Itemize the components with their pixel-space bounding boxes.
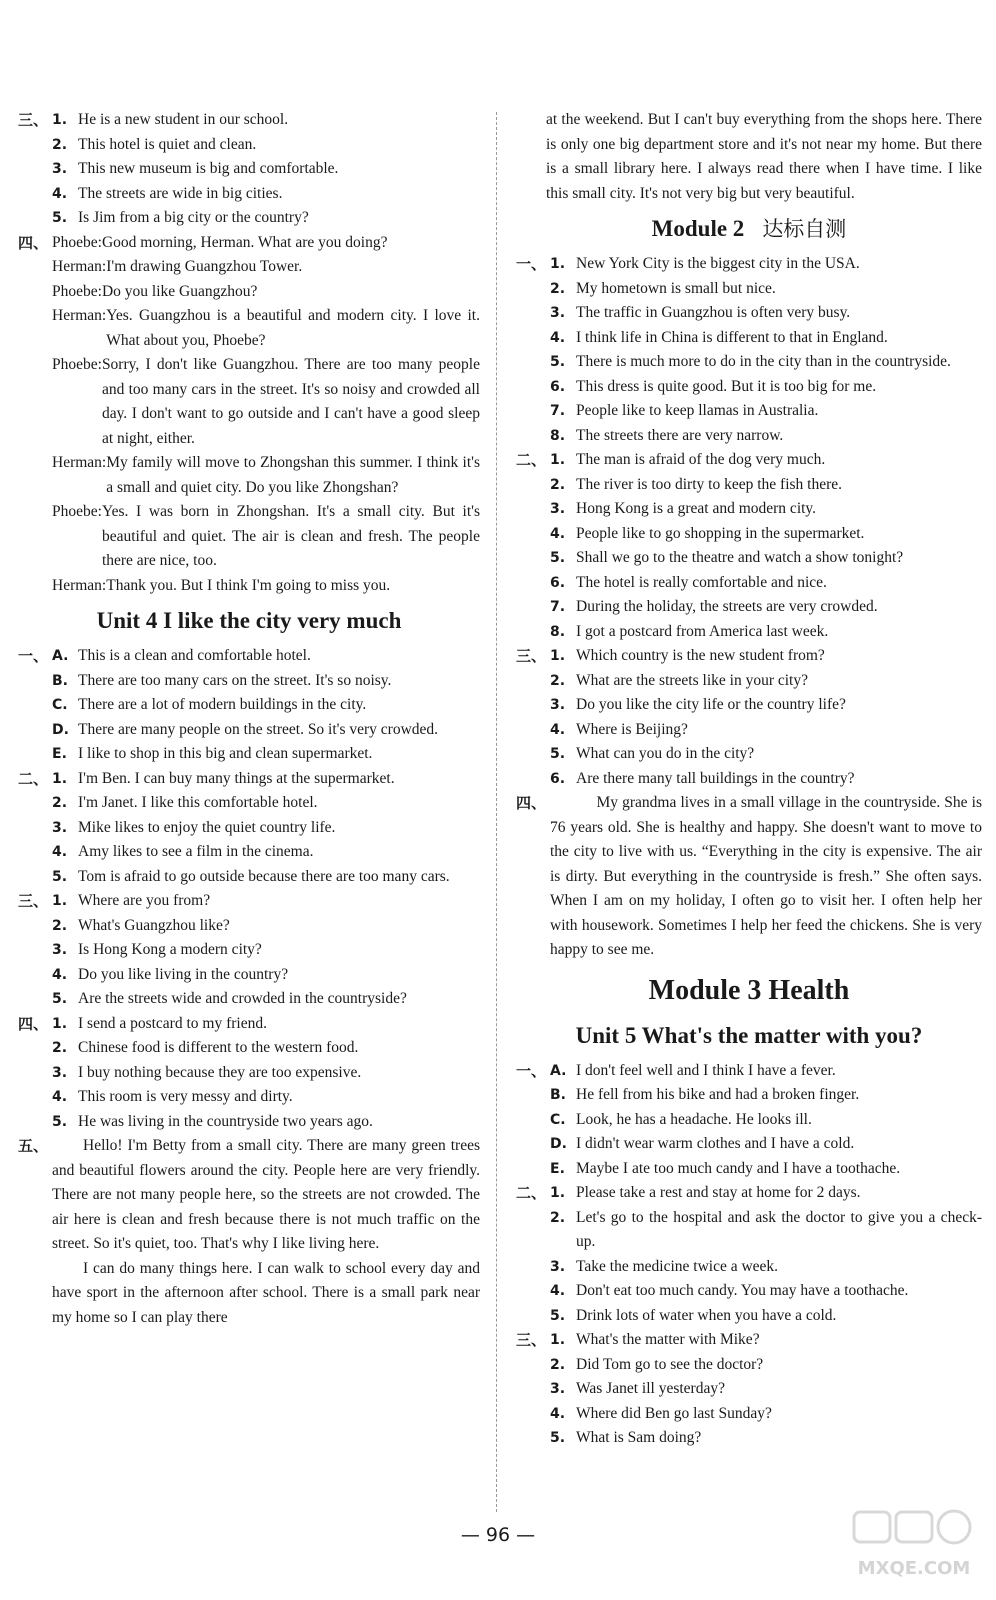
item-number: 5. — [550, 1430, 566, 1446]
passage-paragraph: Hello! I'm Betty from a small city. There are many green trees and beautiful flowers around the city. People here are very friendly. There are not many people here, so the streets are not crowded. The air here is clean and fresh because there is not much traffic on the street. So it's quiet, too. That's why I like living here. — [52, 1137, 480, 1252]
item-text: The hotel is really comfortable and nice. — [576, 573, 827, 591]
list-item — [18, 1085, 480, 1110]
item-text: This dress is quite good. But it is too big for me. — [576, 377, 877, 395]
section-label — [516, 718, 550, 743]
item-number: 7. — [550, 403, 566, 419]
list-item — [18, 767, 480, 792]
dialogue-text: Do you like Guangzhou? — [101, 282, 258, 300]
section-label — [18, 1036, 52, 1061]
section-label — [18, 816, 52, 841]
item-number: 1. — [550, 1185, 566, 1201]
dialogue-line — [18, 304, 480, 353]
item-text: I don't feel well and I think I have a fever. — [576, 1061, 836, 1079]
item-number: 1. — [52, 112, 68, 128]
item-number: 3. — [52, 1064, 68, 1081]
item-text: There are too many cars on the street. It's so noisy. — [78, 671, 392, 689]
list-item — [516, 767, 982, 792]
list-item — [516, 742, 982, 767]
item-text: Where are you from? — [78, 892, 211, 909]
item-number: 6. — [550, 378, 566, 395]
list-item — [516, 620, 982, 645]
item-number: 2. — [550, 476, 566, 493]
list-item — [516, 399, 982, 424]
item-number: 3. — [52, 161, 68, 177]
item-number: 6. — [550, 574, 566, 591]
passage-row — [18, 1134, 480, 1330]
list-item — [18, 791, 480, 816]
passage-row — [516, 791, 982, 963]
item-text: Drink lots of water when you have a cold. — [576, 1306, 837, 1324]
list-item — [516, 1426, 982, 1451]
speaker-name: Herman: — [52, 307, 107, 324]
list-item — [516, 693, 982, 718]
passage-paragraph: I can do many things here. I can walk to school every day and have sport in the afternoon after school. There is a small park near my home so I can play there — [52, 1259, 480, 1326]
module-2-subtitle: 达标自测 — [762, 217, 847, 241]
item-text: He was living in the countryside two years ago. — [78, 1112, 373, 1130]
list-item — [516, 350, 982, 375]
speaker-name: Herman: — [52, 454, 107, 471]
item-number: 5. — [52, 210, 68, 226]
passage — [52, 1134, 480, 1330]
section-label — [516, 424, 550, 449]
passage-continuation: at the weekend. But I can't buy everything from the shops here. There is only one big department store and it's not near my home. But there is a small library here. I always read there when I have time. I like this small city. It's not very big but very beautiful. — [546, 111, 982, 202]
item-number: B. — [52, 672, 68, 689]
item-text: What can you do in the city? — [576, 745, 755, 762]
dialogue-text: Good morning, Herman. What are you doing? — [101, 233, 388, 251]
item-number: 5. — [52, 1113, 68, 1130]
section-label — [18, 963, 52, 988]
list-item — [516, 1279, 982, 1304]
right-column — [516, 108, 982, 1451]
item-text: The streets are wide in big cities. — [78, 184, 283, 202]
section-label: 五、 — [18, 1137, 49, 1155]
section-label: 四、 — [516, 794, 547, 812]
section-label: 三、 — [18, 111, 49, 129]
item-text: This hotel is quiet and clean. — [78, 135, 257, 153]
item-text: Is Jim from a big city or the country? — [78, 209, 309, 226]
item-number: D. — [550, 1136, 567, 1152]
item-number: E. — [52, 746, 67, 762]
list-item — [516, 1328, 982, 1353]
item-number: 3. — [550, 1381, 566, 1397]
item-number: 4. — [52, 1089, 68, 1105]
item-number: 2. — [52, 795, 68, 811]
item-text: The river is too dirty to keep the fish there. — [576, 475, 843, 493]
item-text: What's the matter with Mike? — [576, 1331, 760, 1348]
dialogue-line — [18, 255, 480, 280]
section-label — [516, 1083, 550, 1108]
list-item — [516, 277, 982, 302]
item-text: Was Janet ill yesterday? — [576, 1380, 725, 1397]
section-label — [516, 1255, 550, 1280]
list-item — [18, 1036, 480, 1061]
item-number: 3. — [52, 942, 68, 958]
item-text: This is a clean and comfortable hotel. — [78, 647, 311, 664]
item-number: E. — [550, 1160, 565, 1177]
list-item — [516, 595, 982, 620]
section-label — [516, 1132, 550, 1157]
item-text: What is Sam doing? — [576, 1429, 702, 1446]
item-text: People like to go shopping in the supermarket. — [576, 524, 865, 542]
section-label — [516, 473, 550, 498]
left-column — [18, 108, 480, 1330]
item-number: 4. — [52, 966, 68, 983]
item-text: He is a new student in our school. — [78, 111, 289, 128]
item-number: 5. — [550, 1307, 566, 1324]
section-label — [516, 375, 550, 400]
section-label — [516, 1279, 550, 1304]
section-label — [516, 301, 550, 326]
section-label — [18, 1085, 52, 1110]
list-item — [516, 571, 982, 596]
item-number: 5. — [52, 991, 68, 1007]
item-text: Mike likes to enjoy the quiet country life. — [78, 818, 336, 836]
list-item — [18, 987, 480, 1012]
item-text: I'm Janet. I like this comfortable hotel. — [78, 794, 318, 811]
page-number: — 96 — — [460, 1524, 536, 1546]
item-number: 3. — [550, 305, 566, 321]
list-item — [516, 718, 982, 743]
item-number: 1. — [52, 893, 68, 909]
item-text: The traffic in Guangzhou is often very busy. — [576, 304, 851, 321]
item-text: There are many people on the street. So it's very crowded. — [78, 720, 439, 738]
section-label — [516, 1402, 550, 1427]
list-item — [18, 840, 480, 865]
item-text: Which country is the new student from? — [576, 647, 825, 664]
item-text: The streets there are very narrow. — [576, 426, 784, 444]
list-item — [516, 1377, 982, 1402]
item-number: 1. — [52, 1015, 68, 1032]
speaker-name: Herman: — [52, 576, 107, 594]
section-label — [516, 497, 550, 522]
section-label — [516, 742, 550, 767]
item-number: 3. — [550, 1258, 566, 1275]
dialogue-line — [18, 353, 480, 451]
item-number: C. — [52, 697, 68, 713]
section-label — [516, 1108, 550, 1133]
item-text: Chinese food is different to the western food. — [78, 1039, 359, 1056]
list-item — [18, 133, 480, 158]
section-label: 二、 — [516, 451, 547, 469]
item-text: I'm Ben. I can buy many things at the supermarket. — [78, 769, 395, 787]
item-text: Maybe I ate too much candy and I have a toothache. — [576, 1159, 901, 1177]
item-number: B. — [550, 1087, 566, 1103]
watermark-emblem-icon — [854, 1511, 970, 1543]
dialogue-text: Sorry, I don't like Guangzhou. There are too many people and too many cars in the street. It's so noisy and crowded all day. I don't want to go outside and I can't have a good sleep at night, either. — [101, 356, 480, 447]
section-label — [18, 1110, 52, 1135]
item-text: What's Guangzhou like? — [78, 916, 230, 934]
item-text: He fell from his bike and had a broken finger. — [576, 1086, 860, 1103]
dialogue-line — [18, 231, 480, 256]
watermark-text: MXQE.COM — [857, 1558, 971, 1579]
list-item — [18, 108, 480, 133]
section-label — [18, 1061, 52, 1086]
item-number: 2. — [52, 917, 68, 934]
item-text: Don't eat too much candy. You may have a toothache. — [576, 1282, 909, 1299]
item-number: 2. — [52, 1040, 68, 1056]
list-item — [516, 252, 982, 277]
list-item — [18, 718, 480, 743]
item-text: Take the medicine twice a week. — [576, 1257, 779, 1275]
section-label — [18, 914, 52, 939]
section-label — [516, 1377, 550, 1402]
item-text: This room is very messy and dirty. — [78, 1088, 293, 1105]
item-text: There are a lot of modern buildings in the city. — [78, 696, 367, 713]
module-3-title: Module 3 Health — [648, 974, 850, 1006]
section-label: 三、 — [516, 647, 547, 665]
section-label — [516, 669, 550, 694]
list-item — [18, 206, 480, 231]
section-label — [516, 546, 550, 571]
section-label — [516, 620, 550, 645]
list-item — [18, 963, 480, 988]
list-item — [516, 1157, 982, 1182]
section-label: 四、 — [18, 1014, 49, 1033]
item-number: 5. — [550, 354, 566, 370]
item-text: My hometown is small but nice. — [576, 279, 776, 297]
item-text: Do you like the city life or the country life? — [576, 696, 846, 713]
list-item — [18, 914, 480, 939]
item-number: 3. — [550, 501, 566, 517]
item-number: 4. — [52, 185, 68, 202]
list-item — [516, 669, 982, 694]
item-number: 5. — [52, 868, 68, 885]
section-label: 三、 — [18, 892, 49, 910]
list-item — [516, 473, 982, 498]
section-label — [516, 595, 550, 620]
section-label — [516, 399, 550, 424]
speaker-name: Phoebe: — [52, 503, 102, 520]
item-text: Where did Ben go last Sunday? — [576, 1404, 772, 1422]
item-text: Is Hong Kong a modern city? — [78, 941, 262, 958]
section-label — [18, 938, 52, 963]
item-number: C. — [550, 1111, 566, 1128]
item-text: Are the streets wide and crowded in the countryside? — [78, 990, 407, 1007]
section-label — [18, 987, 52, 1012]
list-item — [516, 1132, 982, 1157]
section-label — [18, 693, 52, 718]
item-text: I buy nothing because they are too expensive. — [78, 1063, 362, 1081]
list-item — [516, 1059, 982, 1084]
section-label: 三、 — [516, 1331, 547, 1349]
speaker-name: Herman: — [52, 258, 107, 275]
item-text: Look, he has a headache. He looks ill. — [576, 1110, 812, 1128]
item-number: 5. — [550, 746, 566, 762]
dialogue-line — [18, 574, 480, 599]
list-item — [18, 938, 480, 963]
section-label — [18, 133, 52, 158]
section-label — [18, 865, 52, 890]
column-divider — [496, 112, 497, 1512]
section-label — [18, 718, 52, 743]
item-number: 7. — [550, 599, 566, 615]
list-item — [18, 693, 480, 718]
item-text: Where is Beijing? — [576, 720, 688, 738]
item-number: 1. — [550, 452, 566, 468]
section-label — [18, 157, 52, 182]
list-item — [516, 448, 982, 473]
item-number: 4. — [550, 721, 566, 738]
item-number: 4. — [550, 1283, 566, 1299]
dialogue-line — [18, 451, 480, 500]
item-text: Tom is afraid to go outside because there are too many cars. — [78, 867, 450, 885]
list-item — [516, 546, 982, 571]
item-number: 3. — [52, 819, 68, 836]
module-2-title — [516, 212, 982, 246]
list-item — [516, 424, 982, 449]
speaker-name: Phoebe: — [52, 356, 102, 373]
list-item — [18, 1012, 480, 1037]
list-item — [516, 326, 982, 351]
item-number: 1. — [550, 1332, 566, 1348]
list-item — [516, 644, 982, 669]
list-item — [18, 889, 480, 914]
item-text: Let's go to the hospital and ask the doctor to give you a check-up. — [576, 1208, 982, 1250]
item-text: Shall we go to the theatre and watch a show tonight? — [576, 549, 904, 566]
list-item — [18, 182, 480, 207]
section-label — [516, 350, 550, 375]
item-number: 3. — [550, 697, 566, 713]
item-number: D. — [52, 721, 69, 738]
item-number: 1. — [550, 256, 566, 272]
item-text: Please take a rest and stay at home for 2 days. — [576, 1184, 861, 1201]
section-label — [18, 182, 52, 207]
unit-4-title: Unit 4 I like the city very much — [96, 608, 402, 633]
item-text: There is much more to do in the city than in the countryside. — [576, 353, 951, 370]
section-label: 一、 — [516, 1061, 547, 1080]
dialogue-text: Yes. Guangzhou is a beautiful and modern city. I love it. What about you, Phoebe? — [106, 307, 480, 349]
list-item — [516, 1304, 982, 1329]
item-number: 2. — [550, 1209, 566, 1226]
list-item — [516, 1083, 982, 1108]
section-label — [516, 693, 550, 718]
item-number: 1. — [52, 770, 68, 787]
section-label — [516, 277, 550, 302]
section-label — [516, 522, 550, 547]
list-item — [516, 375, 982, 400]
list-item — [516, 1402, 982, 1427]
dialogue-line — [18, 500, 480, 574]
list-item — [516, 301, 982, 326]
list-item — [516, 1108, 982, 1133]
list-item — [18, 644, 480, 669]
list-item — [18, 1110, 480, 1135]
speaker-name: Phoebe: — [52, 233, 102, 251]
item-text: New York City is the biggest city in the USA. — [576, 255, 860, 272]
item-number: 8. — [550, 623, 566, 640]
dialogue-text: My family will move to Zhongshan this summer. I think it's a small and quiet city. Do you like Zhongshan? — [106, 454, 480, 496]
item-number: A. — [550, 1062, 567, 1079]
section-label — [516, 571, 550, 596]
speaker-name: Phoebe: — [52, 282, 102, 300]
section-label: 四、 — [18, 233, 49, 252]
item-number: 4. — [550, 1405, 566, 1422]
list-item — [18, 1061, 480, 1086]
item-text: This new museum is big and comfortable. — [78, 160, 339, 177]
item-number: 6. — [550, 770, 566, 787]
list-item — [516, 1181, 982, 1206]
item-text: I send a postcard to my friend. — [78, 1014, 267, 1032]
list-item — [516, 1255, 982, 1280]
item-text: Are there many tall buildings in the country? — [576, 769, 855, 787]
section-label — [18, 791, 52, 816]
section-label — [516, 1426, 550, 1451]
dialogue-line — [18, 280, 480, 305]
passage-paragraph: My grandma lives in a small village in the countryside. She is 76 years old. She is healthy and happy. She doesn't want to move to the city to live with us. “Everything in the city is expensive. The air is dirty. But everything in the countryside is fresh.” She often says. When I am on my holiday, I often go to visit her. I often help her with housework. Sometimes I help her feed the chickens. She is very happy to see me. — [550, 794, 982, 958]
item-text: The man is afraid of the dog very much. — [576, 451, 826, 468]
section-label: 一、 — [516, 255, 547, 273]
item-text: I didn't wear warm clothes and I have a cold. — [576, 1135, 855, 1152]
item-text: Did Tom go to see the doctor? — [576, 1355, 764, 1373]
list-item — [516, 497, 982, 522]
item-number: A. — [52, 648, 69, 664]
list-item — [18, 669, 480, 694]
item-number: 1. — [550, 648, 566, 664]
item-number: 2. — [550, 280, 566, 297]
item-text: I got a postcard from America last week. — [576, 622, 829, 640]
section-label — [18, 669, 52, 694]
list-item — [18, 157, 480, 182]
item-text: During the holiday, the streets are very crowded. — [576, 598, 878, 615]
list-item — [18, 742, 480, 767]
watermark-logo — [850, 1508, 978, 1582]
item-number: 2. — [550, 672, 566, 689]
section-label — [18, 742, 52, 767]
module-2-label: Module 2 — [651, 216, 745, 241]
section-label — [516, 1304, 550, 1329]
item-number: 2. — [550, 1356, 566, 1373]
section-label: 二、 — [18, 769, 49, 788]
item-number: 4. — [52, 844, 68, 860]
item-number: 5. — [550, 550, 566, 566]
unit-5-title: Unit 5 What's the matter with you? — [575, 1022, 923, 1048]
section-label — [516, 1353, 550, 1378]
item-number: 2. — [52, 136, 68, 153]
list-item — [18, 816, 480, 841]
section-label: 二、 — [516, 1184, 547, 1202]
item-number: 8. — [550, 427, 566, 444]
list-item — [516, 1206, 982, 1255]
item-text: Amy likes to see a film in the cinema. — [78, 843, 314, 860]
dialogue-text: I'm drawing Guangzhou Tower. — [106, 258, 303, 275]
list-item — [516, 1353, 982, 1378]
item-text: I think life in China is different to that in England. — [576, 328, 888, 346]
section-label — [516, 1157, 550, 1182]
item-number: 4. — [550, 329, 566, 346]
item-number: 4. — [550, 525, 566, 542]
item-text: Do you like living in the country? — [78, 965, 289, 983]
section-label — [516, 326, 550, 351]
section-label: 一、 — [18, 647, 49, 665]
dialogue-text: Yes. I was born in Zhongshan. It's a small city. But it's beautiful and quiet. The air is clean and fresh. The people there are nice, too. — [101, 503, 480, 569]
list-item — [516, 522, 982, 547]
item-text: What are the streets like in your city? — [576, 671, 808, 689]
item-text: Hong Kong is a great and modern city. — [576, 500, 817, 517]
section-label — [516, 767, 550, 792]
section-label — [18, 840, 52, 865]
item-text: People like to keep llamas in Australia. — [576, 402, 819, 419]
item-text: I like to shop in this big and clean supermarket. — [78, 745, 373, 762]
dialogue-text: Thank you. But I think I'm going to miss you. — [106, 576, 391, 594]
section-label — [516, 1206, 550, 1255]
section-label — [18, 206, 52, 231]
list-item — [18, 865, 480, 890]
